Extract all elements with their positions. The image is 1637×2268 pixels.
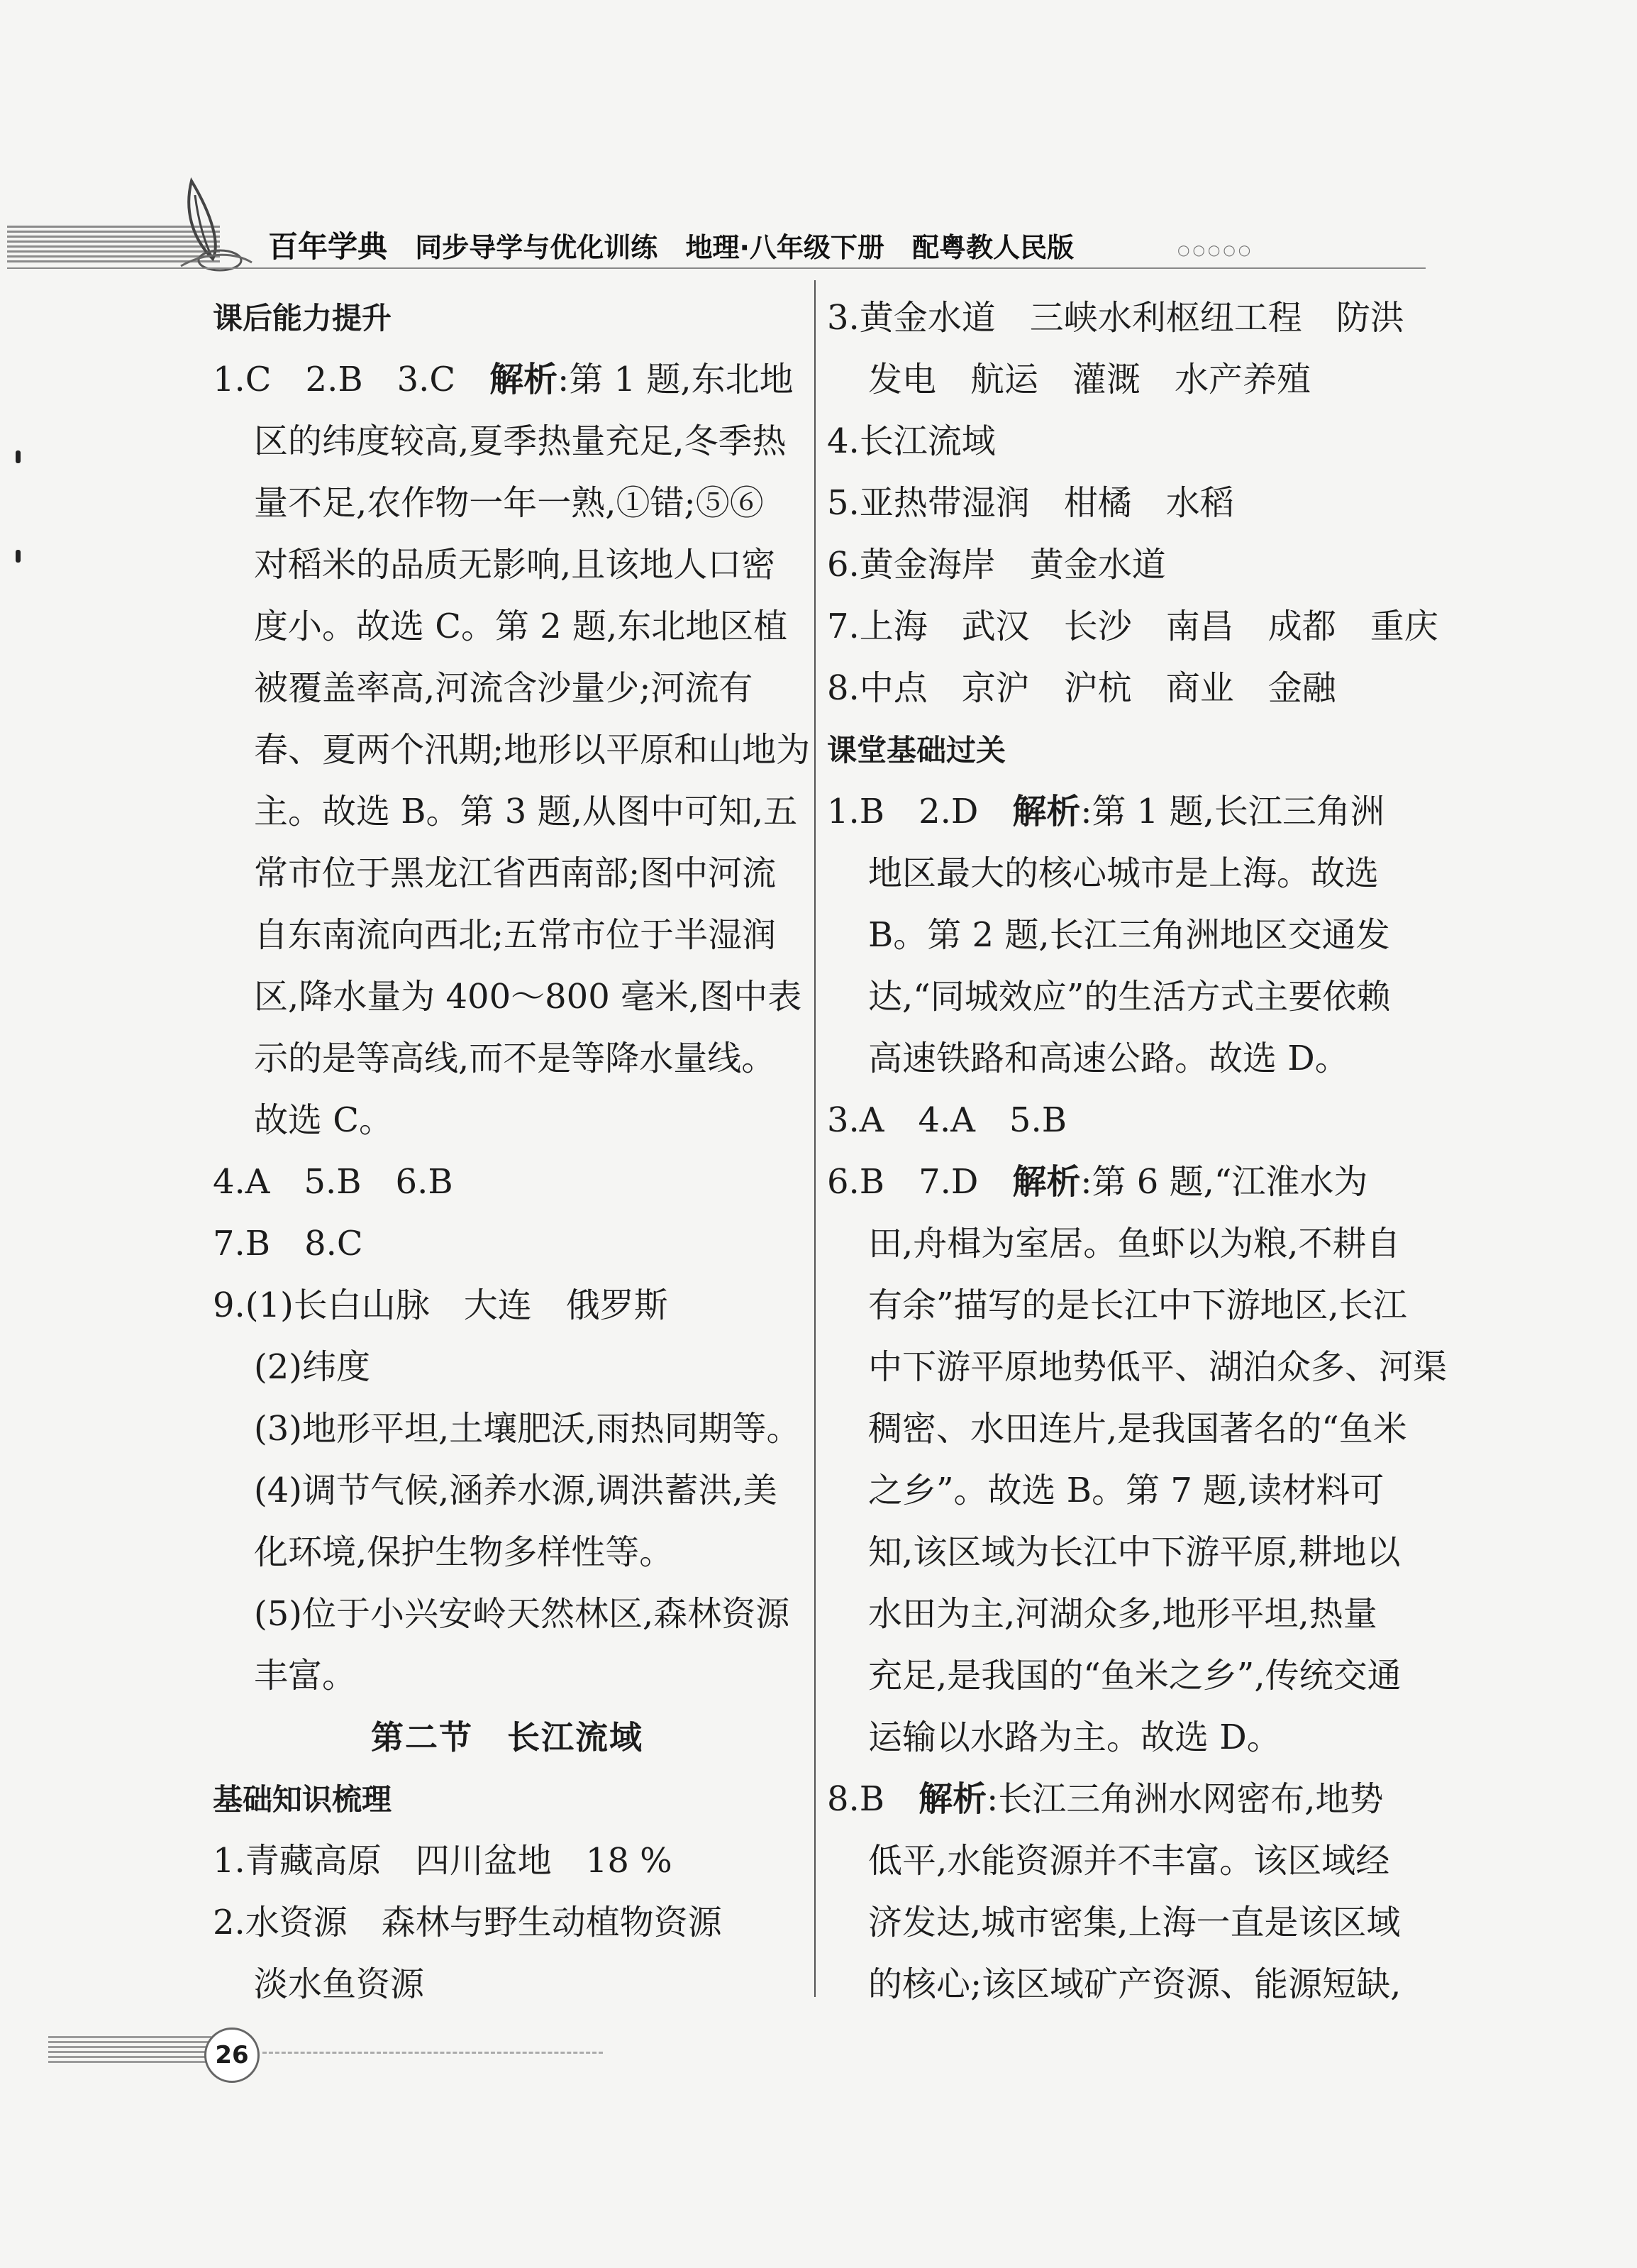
- footer-stripe-decoration: [48, 2036, 211, 2064]
- answer-line: 5.亚热带湿润 柑橘 水稻: [827, 483, 1234, 523]
- text-line: 充足,是我国的“鱼米之乡”,传统交通: [868, 1656, 1402, 1696]
- header-dots-decoration: ○○○○○: [1177, 241, 1254, 258]
- answer-line: 3.黄金水道 三峡水利枢纽工程 防洪: [827, 298, 1404, 338]
- text-line: 低平,水能资源并不丰富。该区域经: [868, 1841, 1390, 1881]
- text-line: 高速铁路和高速公路。故选 D。: [868, 1039, 1349, 1078]
- quill-logo-icon: [170, 174, 255, 273]
- footer-dashed-rule: [262, 2052, 603, 2054]
- text-line: 春、夏两个汛期;地形以平原和山地为: [254, 730, 811, 770]
- text-line: 故选 C。: [254, 1100, 393, 1140]
- analysis-text: :第 1 题,东北地: [557, 360, 794, 399]
- text-line: 水田为主,河湖众多,地形平坦,热量: [868, 1594, 1377, 1634]
- section-heading: 课堂基础过关: [827, 733, 1006, 768]
- header-series: 同步导学与优化训练: [415, 232, 658, 263]
- text-line: 度小。故选 C。第 2 题,东北地区植: [254, 607, 788, 646]
- text-line: 发电 航运 灌溉 水产养殖: [868, 360, 1311, 399]
- text-line: 对稻米的品质无影响,且该地人口密: [254, 545, 776, 585]
- text-line: 稠密、水田连片,是我国著名的“鱼米: [868, 1409, 1407, 1449]
- header-subject: 地理·八年级下册: [685, 232, 884, 263]
- text-line: 知,该区域为长江中下游平原,耕地以: [868, 1532, 1401, 1572]
- analysis-label: 解析: [489, 360, 558, 399]
- answer-keys: 1.C 2.B 3.C: [213, 360, 490, 399]
- text-line: 地区最大的核心城市是上海。故选: [868, 853, 1380, 893]
- analysis-text: :第 6 题,“江淮水为: [1080, 1162, 1368, 1202]
- text-line: 化环境,保护生物多样性等。: [254, 1532, 674, 1572]
- analysis-label: 解析: [919, 1779, 987, 1819]
- text-line: 田,舟楫为室居。鱼虾以为粮,不耕自: [868, 1224, 1401, 1263]
- answer-line: 4.A 5.B 6.B: [213, 1162, 453, 1202]
- text-line: 丰富。: [254, 1656, 357, 1696]
- answer-line: [213, 349, 801, 411]
- answer-line: 8.中点 京沪 沪杭 商业 金融: [827, 668, 1336, 708]
- text-line: B。第 2 题,长江三角洲地区交通发: [868, 915, 1390, 955]
- answer-line: 7.上海 武汉 长沙 南昌 成都 重庆: [827, 607, 1438, 646]
- text-line: (4)调节气候,涵养水源,调洪蓄洪,美: [254, 1471, 777, 1510]
- text-line: (3)地形平坦,土壤肥沃,雨热同期等。: [254, 1409, 801, 1449]
- text-line: 区的纬度较高,夏季热量充足,冬季热: [254, 421, 787, 461]
- text-line: 常市位于黑龙江省西南部;图中河流: [254, 853, 777, 893]
- analysis-text: :第 1 题,长江三角洲: [1080, 792, 1384, 831]
- text-line: 淡水鱼资源: [254, 1964, 425, 2004]
- text-line: 运输以水路为主。故选 D。: [868, 1717, 1281, 1757]
- header-title: [268, 226, 1092, 268]
- text-line: 济发达,城市密集,上海一直是该区域: [868, 1903, 1401, 1942]
- text-line: 达,“同城效应”的生活方式主要依赖: [868, 977, 1391, 1017]
- answer-keys: 6.B 7.D: [827, 1162, 1013, 1202]
- text-line: 示的是等高线,而不是等降水量线。: [254, 1039, 776, 1078]
- answer-line: 7.B 8.C: [213, 1224, 363, 1263]
- text-line: 被覆盖率高,河流含沙量少;河流有: [254, 668, 753, 708]
- answer-keys: 1.B 2.D: [827, 792, 1013, 831]
- analysis-label: 解析: [1012, 792, 1081, 831]
- text-line: 的核心;该区域矿产资源、能源短缺,: [868, 1964, 1402, 2004]
- analysis-text: :长江三角洲水网密布,地势: [987, 1779, 1384, 1819]
- text-line: 量不足,农作物一年一熟,①错;⑤⑥: [254, 483, 764, 523]
- section-heading: 课后能力提升: [213, 301, 392, 336]
- answer-line: [827, 781, 1416, 843]
- header-rule: [7, 267, 1426, 269]
- answer-line: [827, 1769, 1416, 1830]
- margin-mark: [16, 550, 21, 563]
- text-line: 中下游平原地势低平、湖泊众多、河渠: [868, 1347, 1448, 1387]
- answer-line: 9.(1)长白山脉 大连 俄罗斯: [213, 1285, 668, 1325]
- analysis-label: 解析: [1012, 1162, 1081, 1202]
- text-line: 有余”描写的是长江中下游地区,长江: [868, 1285, 1407, 1325]
- margin-mark: [16, 450, 21, 463]
- header-edition: 配粤教人民版: [912, 232, 1075, 263]
- text-line: (5)位于小兴安岭天然林区,森林资源: [254, 1594, 790, 1634]
- text-line: 自东南流向西北;五常市位于半湿润: [254, 915, 777, 955]
- right-column: [827, 287, 1448, 2015]
- text-line: 主。故选 B。第 3 题,从图中可知,五: [254, 792, 798, 831]
- answer-line: 1.青藏高原 四川盆地 18 %: [213, 1841, 672, 1881]
- answer-keys: 8.B: [827, 1779, 919, 1819]
- header-brand: 百年学典: [268, 229, 388, 264]
- answer-line: 6.黄金海岸 黄金水道: [827, 545, 1166, 585]
- answer-line: [827, 1151, 1416, 1213]
- answer-line: 3.A 4.A 5.B: [827, 1100, 1067, 1140]
- chapter-section-title: 第二节 长江流域: [371, 1718, 643, 1757]
- page-number: 26: [204, 2028, 260, 2083]
- section-heading: 基础知识梳理: [213, 1782, 392, 1817]
- text-line: (2)纬度: [254, 1347, 370, 1387]
- answer-line: 2.水资源 森林与野生动植物资源: [213, 1903, 722, 1942]
- text-line: 之乡”。故选 B。第 7 题,读材料可: [868, 1471, 1384, 1510]
- answer-line: 4.长江流域: [827, 421, 996, 461]
- column-divider: [814, 280, 816, 1997]
- left-column: [213, 287, 811, 2015]
- text-line: 区,降水量为 400～800 毫米,图中表: [254, 977, 802, 1017]
